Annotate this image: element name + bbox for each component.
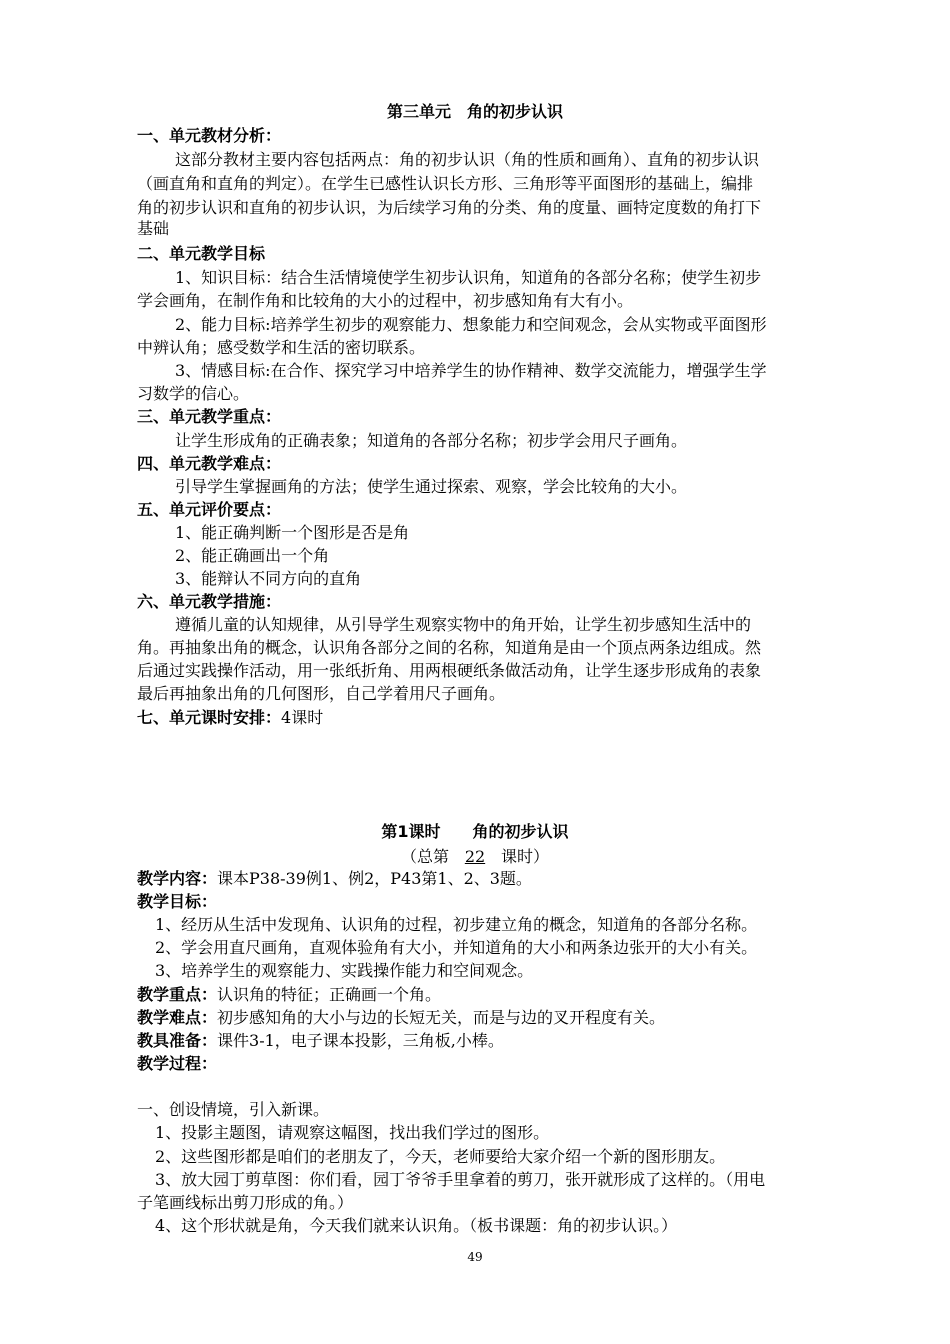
process-step-item: 2、这些图形都是咱们的老朋友了，今天，老师要给大家介绍一个新的图形朋友。 [155, 1147, 726, 1166]
lesson-content [137, 867, 532, 891]
section-2-text: 1、知识目标：结合生活情境使学生初步认识角，知道角的各部分名称；使学生初步 [175, 268, 762, 287]
process-step-item: 子笔画线标出剪刀形成的角。） [137, 1193, 354, 1212]
section-6-heading: 六、单元教学措施： [137, 592, 282, 611]
lesson-title: 第1课时 角的初步认识 [381, 822, 569, 841]
lesson-goal: 3、培养学生的观察能力、实践操作能力和空间观念。 [155, 961, 534, 980]
section-4-text: 引导学生掌握画角的方法；使学生通过探索、观察，学会比较角的大小。 [175, 477, 688, 496]
section-5-heading: 五、单元评价要点： [137, 500, 282, 519]
section-2-text: 2、能力目标:培养学生初步的观察能力、想象能力和空间观念，会从实物或平面图形 [175, 315, 767, 334]
process-step-heading: 一、创设情境，引入新课。 [137, 1100, 330, 1119]
lesson-goal-label: 教学目标： [137, 892, 218, 911]
lesson-goal: 2、学会用直尺画角，直观体验角有大小，并知道角的大小和两条边张开的大小有关。 [155, 938, 758, 957]
page-number: 49 [467, 1250, 483, 1264]
section-4-heading: 四、单元教学难点： [137, 454, 282, 473]
section-2-text: 习数学的信心。 [137, 384, 250, 403]
lesson-tools-value: 课件3-1，电子课本投影，三角板,小棒。 [217, 1031, 504, 1050]
lesson-tools-label: 教具准备： [137, 1031, 218, 1050]
section-1-text: 这部分教材主要内容包括两点：角的初步认识（角的性质和画角）、直角的初步认识 [175, 150, 760, 169]
lesson-key-value: 认识角的特征；正确画一个角。 [217, 985, 442, 1004]
lesson-goal: 1、经历从生活中发现角、认识角的过程，初步建立角的概念，知道角的各部分名称。 [155, 915, 758, 934]
lesson-content-value: 课本P38-39例1、例2，P43第1、2、3题。 [217, 869, 532, 888]
lesson-tools [137, 1029, 504, 1053]
section-2-heading: 二、单元教学目标 [137, 244, 266, 263]
unit-title: 第三单元 角的初步认识 [386, 102, 563, 121]
lesson-key [137, 983, 441, 1007]
section-5-item: 1、能正确判断一个图形是否是角 [175, 523, 410, 542]
lesson-total-suffix: 课时） [501, 847, 550, 866]
section-7-value: 4课时 [281, 708, 324, 727]
section-6-text: 后通过实践操作活动，用一张纸折角、用两根硬纸条做活动角，让学生逐步形成角的表象 [137, 661, 762, 680]
process-step-item: 4、这个形状就是角，今天我们就来认识角。（板书课题：角的初步认识。） [155, 1216, 678, 1235]
lesson-content-label: 教学内容： [137, 869, 218, 888]
lesson-difficulty [137, 1006, 665, 1030]
section-5-item: 2、能正确画出一个角 [175, 546, 330, 565]
section-6-text: 最后再抽象出角的几何图形，自己学着用尺子画角。 [137, 684, 506, 703]
process-step-item: 3、放大园丁剪草图：你们看，园丁爷爷手里拿着的剪刀，张开就形成了这样的。（用电 [155, 1170, 766, 1189]
lesson-difficulty-value: 初步感知角的大小与边的长短无关，而是与边的叉开程度有关。 [217, 1008, 666, 1027]
section-6-text: 角。再抽象出角的概念，认识角各部分之间的名称，知道角是由一个顶点两条边组成。然 [137, 638, 762, 657]
section-2-text: 中辨认角；感受数学和生活的密切联系。 [137, 338, 426, 357]
lesson-total [0, 845, 950, 869]
section-7-heading: 七、单元课时安排： [137, 708, 282, 727]
section-2-text: 学会画角，在制作角和比较角的大小的过程中，初步感知角有大有小。 [137, 291, 634, 310]
section-6-text: 遵循儿童的认知规律，从引导学生观察实物中的角开始，让学生初步感知生活中的 [175, 615, 752, 634]
section-3-text: 让学生形成角的正确表象；知道角的各部分名称；初步学会用尺子画角。 [175, 431, 688, 450]
lesson-key-label: 教学重点： [137, 985, 218, 1004]
lesson-total-prefix: （总第 [400, 847, 449, 866]
section-1-text: （画直角和直角的判定）。在学生已感性认识长方形、三角形等平面图形的基础上，编排 [137, 174, 754, 193]
process-step-item: 1、投影主题图，请观察这幅图，找出我们学过的图形。 [155, 1123, 550, 1142]
lesson-total-number: 22 [464, 847, 486, 866]
section-3-heading: 三、单元教学重点： [137, 407, 282, 426]
section-1-text: 角的初步认识和直角的初步认识，为后续学习角的分类、角的度量、画特定度数的角打下 [137, 198, 762, 217]
lesson-process-label: 教学过程： [137, 1054, 218, 1073]
section-2-text: 3、情感目标:在合作、探究学习中培养学生的协作精神、数学交流能力，增强学生学 [175, 361, 767, 380]
section-1-heading: 一、单元教材分析： [137, 126, 282, 145]
lesson-difficulty-label: 教学难点： [137, 1008, 218, 1027]
section-7 [137, 706, 323, 730]
section-5-item: 3、能辩认不同方向的直角 [175, 569, 362, 588]
section-1-text: 基础 [137, 219, 170, 238]
